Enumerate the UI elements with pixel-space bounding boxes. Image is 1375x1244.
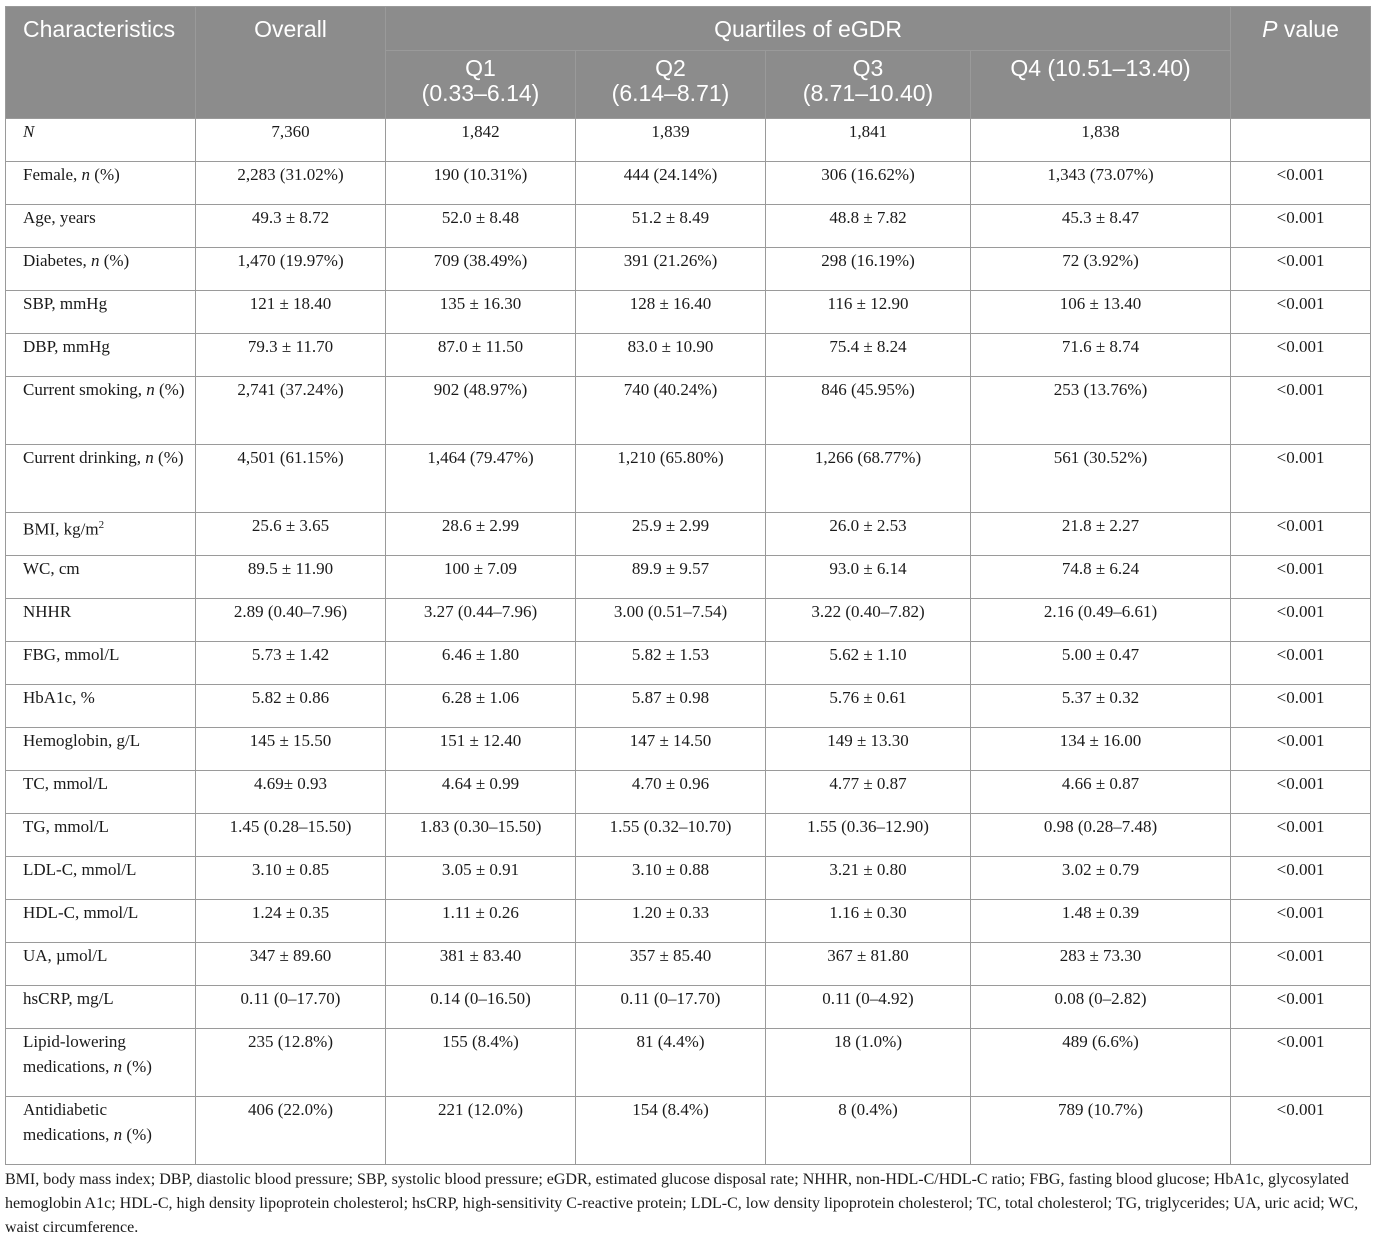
cell-q1: 1,464 (79.47%) — [386, 445, 576, 513]
cell-q2: 128 ± 16.40 — [576, 291, 766, 334]
cell-q4: 3.02 ± 0.79 — [971, 857, 1231, 900]
cell-q2: 1,210 (65.80%) — [576, 445, 766, 513]
cell-p: <0.001 — [1231, 986, 1371, 1029]
cell-overall: 1,470 (19.97%) — [196, 248, 386, 291]
row-label: Current drinking, n (%) — [6, 445, 196, 513]
cell-q2: 1.20 ± 0.33 — [576, 900, 766, 943]
cell-q2: 154 (8.4%) — [576, 1097, 766, 1165]
cell-overall: 7,360 — [196, 119, 386, 162]
cell-q2: 3.10 ± 0.88 — [576, 857, 766, 900]
cell-q3: 367 ± 81.80 — [766, 943, 971, 986]
cell-q2: 357 ± 85.40 — [576, 943, 766, 986]
cell-q3: 93.0 ± 6.14 — [766, 556, 971, 599]
row-label: hsCRP, mg/L — [6, 986, 196, 1029]
row-label: TG, mmol/L — [6, 814, 196, 857]
cell-p: <0.001 — [1231, 685, 1371, 728]
cell-q4: 1,838 — [971, 119, 1231, 162]
cell-q1: 155 (8.4%) — [386, 1029, 576, 1097]
cell-q4: 134 ± 16.00 — [971, 728, 1231, 771]
cell-overall: 1.45 (0.28–15.50) — [196, 814, 386, 857]
cell-q2: 444 (24.14%) — [576, 162, 766, 205]
cell-overall: 49.3 ± 8.72 — [196, 205, 386, 248]
header-characteristics: Characteristics — [6, 7, 196, 119]
table-row — [6, 599, 1371, 642]
cell-p: <0.001 — [1231, 771, 1371, 814]
header-q3: Q3 (8.71–10.40) — [766, 51, 971, 119]
table-row — [6, 642, 1371, 685]
cell-q3: 0.11 (0–4.92) — [766, 986, 971, 1029]
cell-p: <0.001 — [1231, 334, 1371, 377]
row-label: Hemoglobin, g/L — [6, 728, 196, 771]
cell-overall: 145 ± 15.50 — [196, 728, 386, 771]
table-row — [6, 205, 1371, 248]
cell-q1: 902 (48.97%) — [386, 377, 576, 445]
table-row — [6, 162, 1371, 205]
row-label: WC, cm — [6, 556, 196, 599]
cell-q1: 6.28 ± 1.06 — [386, 685, 576, 728]
cell-q2: 89.9 ± 9.57 — [576, 556, 766, 599]
cell-q4: 1,343 (73.07%) — [971, 162, 1231, 205]
row-label: Female, n (%) — [6, 162, 196, 205]
cell-q4: 4.66 ± 0.87 — [971, 771, 1231, 814]
cell-overall: 406 (22.0%) — [196, 1097, 386, 1165]
cell-overall: 347 ± 89.60 — [196, 943, 386, 986]
table-row — [6, 685, 1371, 728]
cell-p: <0.001 — [1231, 642, 1371, 685]
cell-overall: 3.10 ± 0.85 — [196, 857, 386, 900]
table-row — [6, 377, 1371, 445]
cell-p: <0.001 — [1231, 556, 1371, 599]
cell-q3: 1.16 ± 0.30 — [766, 900, 971, 943]
cell-q1: 100 ± 7.09 — [386, 556, 576, 599]
cell-q4: 74.8 ± 6.24 — [971, 556, 1231, 599]
cell-q3: 5.62 ± 1.10 — [766, 642, 971, 685]
cell-p: <0.001 — [1231, 728, 1371, 771]
characteristics-table — [5, 6, 1371, 1165]
table-row — [6, 1097, 1371, 1165]
cell-q3: 1.55 (0.36–12.90) — [766, 814, 971, 857]
cell-p: <0.001 — [1231, 377, 1371, 445]
cell-q1: 709 (38.49%) — [386, 248, 576, 291]
row-label: FBG, mmol/L — [6, 642, 196, 685]
cell-q1: 6.46 ± 1.80 — [386, 642, 576, 685]
cell-q3: 75.4 ± 8.24 — [766, 334, 971, 377]
cell-overall: 2,741 (37.24%) — [196, 377, 386, 445]
cell-q3: 306 (16.62%) — [766, 162, 971, 205]
header-q1: Q1 (0.33–6.14) — [386, 51, 576, 119]
row-label: BMI, $kg/m^2$ — [6, 513, 196, 556]
table-row — [6, 814, 1371, 857]
cell-overall: 89.5 ± 11.90 — [196, 556, 386, 599]
cell-q1: 4.64 ± 0.99 — [386, 771, 576, 814]
cell-q3: 298 (16.19%) — [766, 248, 971, 291]
cell-p: <0.001 — [1231, 599, 1371, 642]
cell-q1: 221 (12.0%) — [386, 1097, 576, 1165]
cell-q1: 28.6 ± 2.99 — [386, 513, 576, 556]
table-row — [6, 728, 1371, 771]
cell-q4: 5.00 ± 0.47 — [971, 642, 1231, 685]
cell-q1: 1,842 — [386, 119, 576, 162]
cell-q1: 1.11 ± 0.26 — [386, 900, 576, 943]
cell-q4: 5.37 ± 0.32 — [971, 685, 1231, 728]
cell-overall: 235 (12.8%) — [196, 1029, 386, 1097]
header-quartiles: Quartiles of eGDR — [386, 7, 1231, 51]
cell-q3: 8 (0.4%) — [766, 1097, 971, 1165]
cell-q1: 1.83 (0.30–15.50) — [386, 814, 576, 857]
cell-q4: 489 (6.6%) — [971, 1029, 1231, 1097]
row-label: Antidiabetic medications, n (%) — [6, 1097, 196, 1165]
cell-p: <0.001 — [1231, 291, 1371, 334]
row-label: Age, years — [6, 205, 196, 248]
row-label: TC, mmol/L — [6, 771, 196, 814]
cell-q2: 4.70 ± 0.96 — [576, 771, 766, 814]
cell-q2: 25.9 ± 2.99 — [576, 513, 766, 556]
cell-q2: 147 ± 14.50 — [576, 728, 766, 771]
table-row — [6, 900, 1371, 943]
cell-p: <0.001 — [1231, 900, 1371, 943]
cell-q3: 1,841 — [766, 119, 971, 162]
row-label: N — [6, 119, 196, 162]
cell-overall: 2,283 (31.02%) — [196, 162, 386, 205]
table-row — [6, 513, 1371, 556]
cell-q4: 0.08 (0–2.82) — [971, 986, 1231, 1029]
table-row — [6, 771, 1371, 814]
header-q2: Q2 (6.14–8.71) — [576, 51, 766, 119]
table-row — [6, 291, 1371, 334]
row-label: DBP, mmHg — [6, 334, 196, 377]
cell-p: <0.001 — [1231, 445, 1371, 513]
table-row — [6, 986, 1371, 1029]
cell-q1: 0.14 (0–16.50) — [386, 986, 576, 1029]
cell-overall: 1.24 ± 0.35 — [196, 900, 386, 943]
cell-q3: 26.0 ± 2.53 — [766, 513, 971, 556]
cell-q1: 52.0 ± 8.48 — [386, 205, 576, 248]
row-label: HbA1c, % — [6, 685, 196, 728]
row-label: LDL-C, mmol/L — [6, 857, 196, 900]
cell-q2: 5.87 ± 0.98 — [576, 685, 766, 728]
cell-q4: 106 ± 13.40 — [971, 291, 1231, 334]
cell-p: <0.001 — [1231, 205, 1371, 248]
table-footnote: BMI, body mass index; DBP, diastolic blood pressure; SBP, systolic blood pressure; eGDR, estimated glucose disposal rate; NHHR, non-HDL-C/HDL-C ratio; FBG, fasting blood glucose; HbA1c, glycosylated hemoglobin A1c; HDL-C, high density lipoprotein cholesterol; hsCRP, high-sensitivity C-reactive protein; LDL-C, low density lipoprotein cholesterol; TC, total cholesterol; TG, triglycerides; UA, uric acid; WC, waist circumference. — [5, 1171, 1359, 1236]
cell-overall: 5.82 ± 0.86 — [196, 685, 386, 728]
row-label: NHHR — [6, 599, 196, 642]
cell-q2: 391 (21.26%) — [576, 248, 766, 291]
cell-q4: 72 (3.92%) — [971, 248, 1231, 291]
cell-q3: 116 ± 12.90 — [766, 291, 971, 334]
table-row — [6, 943, 1371, 986]
cell-overall: 79.3 ± 11.70 — [196, 334, 386, 377]
cell-q1: 135 ± 16.30 — [386, 291, 576, 334]
cell-p: <0.001 — [1231, 943, 1371, 986]
cell-q4: 71.6 ± 8.74 — [971, 334, 1231, 377]
cell-q4: 789 (10.7%) — [971, 1097, 1231, 1165]
cell-q1: 381 ± 83.40 — [386, 943, 576, 986]
cell-q2: 5.82 ± 1.53 — [576, 642, 766, 685]
cell-q4: 45.3 ± 8.47 — [971, 205, 1231, 248]
cell-q2: 83.0 ± 10.90 — [576, 334, 766, 377]
cell-q4: 561 (30.52%) — [971, 445, 1231, 513]
cell-q3: 5.76 ± 0.61 — [766, 685, 971, 728]
cell-q3: 846 (45.95%) — [766, 377, 971, 445]
cell-p: <0.001 — [1231, 1029, 1371, 1097]
cell-p: <0.001 — [1231, 857, 1371, 900]
table-row — [6, 556, 1371, 599]
table-row — [6, 857, 1371, 900]
cell-q1: 151 ± 12.40 — [386, 728, 576, 771]
cell-q4: 253 (13.76%) — [971, 377, 1231, 445]
cell-overall: 25.6 ± 3.65 — [196, 513, 386, 556]
cell-q2: 0.11 (0–17.70) — [576, 986, 766, 1029]
cell-q2: 51.2 ± 8.49 — [576, 205, 766, 248]
cell-q3: 18 (1.0%) — [766, 1029, 971, 1097]
cell-q3: 149 ± 13.30 — [766, 728, 971, 771]
cell-q4: 21.8 ± 2.27 — [971, 513, 1231, 556]
header-q4: Q4 (10.51–13.40) — [971, 51, 1231, 119]
cell-p — [1231, 119, 1371, 162]
cell-q4: 283 ± 73.30 — [971, 943, 1231, 986]
cell-q3: 3.22 (0.40–7.82) — [766, 599, 971, 642]
row-label: UA, µmol/L — [6, 943, 196, 986]
cell-overall: 121 ± 18.40 — [196, 291, 386, 334]
cell-q4: 2.16 (0.49–6.61) — [971, 599, 1231, 642]
cell-overall: 0.11 (0–17.70) — [196, 986, 386, 1029]
cell-q3: 1,266 (68.77%) — [766, 445, 971, 513]
cell-q1: 3.05 ± 0.91 — [386, 857, 576, 900]
cell-q1: 190 (10.31%) — [386, 162, 576, 205]
table-row — [6, 1029, 1371, 1097]
cell-q3: 3.21 ± 0.80 — [766, 857, 971, 900]
cell-q2: 3.00 (0.51–7.54) — [576, 599, 766, 642]
row-label: Lipid-lowering medications, n (%) — [6, 1029, 196, 1097]
cell-q2: 1.55 (0.32–10.70) — [576, 814, 766, 857]
cell-q4: 1.48 ± 0.39 — [971, 900, 1231, 943]
row-label: SBP, mmHg — [6, 291, 196, 334]
row-label: Diabetes, n (%) — [6, 248, 196, 291]
cell-q1: 3.27 (0.44–7.96) — [386, 599, 576, 642]
table-body — [6, 119, 1371, 1165]
cell-p: <0.001 — [1231, 1097, 1371, 1165]
cell-overall: 2.89 (0.40–7.96) — [196, 599, 386, 642]
cell-q1: 87.0 ± 11.50 — [386, 334, 576, 377]
header-p-value: P value — [1231, 7, 1371, 119]
table-row — [6, 119, 1371, 162]
cell-q3: 48.8 ± 7.82 — [766, 205, 971, 248]
cell-q2: 740 (40.24%) — [576, 377, 766, 445]
cell-q4: 0.98 (0.28–7.48) — [971, 814, 1231, 857]
cell-q3: 4.77 ± 0.87 — [766, 771, 971, 814]
cell-q2: 1,839 — [576, 119, 766, 162]
row-label: Current smoking, n (%) — [6, 377, 196, 445]
cell-overall: 4,501 (61.15%) — [196, 445, 386, 513]
cell-overall: 4.69± 0.93 — [196, 771, 386, 814]
cell-overall: 5.73 ± 1.42 — [196, 642, 386, 685]
cell-p: <0.001 — [1231, 162, 1371, 205]
table-row — [6, 248, 1371, 291]
table-row — [6, 445, 1371, 513]
cell-p: <0.001 — [1231, 814, 1371, 857]
cell-q2: 81 (4.4%) — [576, 1029, 766, 1097]
cell-p: <0.001 — [1231, 248, 1371, 291]
row-label: HDL-C, mmol/L — [6, 900, 196, 943]
cell-p: <0.001 — [1231, 513, 1371, 556]
header-overall: Overall — [196, 7, 386, 119]
table-row — [6, 334, 1371, 377]
